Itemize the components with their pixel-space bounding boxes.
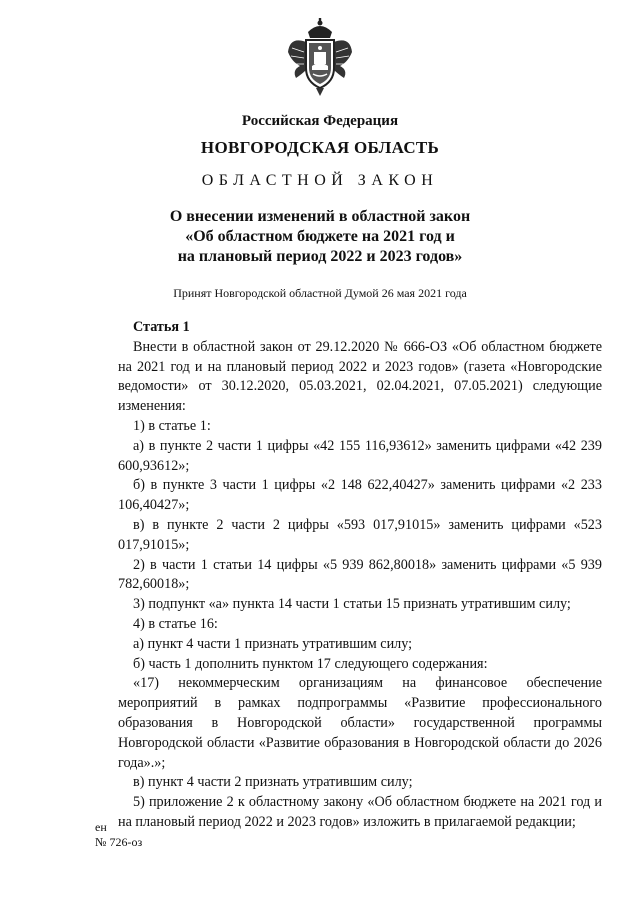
country-name: Российская Федерация: [241, 113, 399, 129]
article-paragraph: Внести в областной закон от 29.12.2020 № 666-ОЗ «Об областном бюджете на 2021 год и на плановый период 2022 и 2023 годов» (газета «Новгородские ведомости» от 30.12.2020, 05.03.2021, 02.04.2021, 07.05.2021) следующие изменения:: [118, 338, 602, 415]
article-paragraph: б) часть 1 дополнить пунктом 17 следующего содержания:: [133, 655, 488, 672]
article-paragraph: б) в пункте 3 части 1 цифры «2 148 622,40427» заменить цифрами «2 233 106,40427»;: [118, 477, 602, 514]
article-paragraph: в) пункт 4 части 2 признать утратившим силу;: [133, 774, 413, 791]
region-name: НОВГОРОДСКАЯ ОБЛАСТЬ: [200, 138, 440, 157]
law-title-line: «Об областном бюджете на 2021 год и: [185, 228, 455, 245]
law-title-line: на плановый период 2022 и 2023 годов»: [177, 248, 463, 265]
article-paragraph: 4) в статье 16:: [133, 615, 218, 632]
article-paragraph: 2) в части 1 статьи 14 цифры «5 939 862,80018» заменить цифрами «5 939 782,60018»;: [118, 556, 602, 593]
article-paragraph: 3) подпункт «а» пункта 14 части 1 статьи 15 признать утратившим силу;: [133, 596, 571, 613]
article-paragraph: 5) приложение 2 к областному закону «Об областном бюджете на 2021 год и на плановый период 2022 и 2023 годов» изложить в прилагаемой редакции;: [118, 794, 602, 830]
adoption-note: Принят Новгородской областной Думой 26 мая 2021 года: [173, 286, 467, 300]
law-title-line: О внесении изменений в областной закон: [169, 208, 471, 225]
article-body: [118, 318, 602, 833]
coat-of-arms-emblem: [286, 18, 354, 98]
document-type: ОБЛАСТНОЙ ЗАКОН: [201, 172, 439, 189]
executor-initials: ен: [95, 820, 107, 834]
article-paragraph: 1) в статье 1:: [133, 417, 211, 434]
article-paragraph: «17) некоммерческим организациям на финансовое обеспечение мероприятий в рамках подпрограммы «Развитие профессионального образования в Новгородской области» государственной программы Новгородской области «Развитие образования в Новгородской области до 2026 года».»;: [118, 675, 602, 771]
article-paragraph: в) в пункте 2 части 2 цифры «593 017,91015» заменить цифрами «523 017,91015»;: [118, 516, 602, 553]
document-number: № 726-оз: [95, 835, 143, 849]
article-paragraph: а) в пункте 2 части 1 цифры «42 155 116,93612» заменить цифрами «42 239 600,93612»;: [118, 437, 602, 474]
document-footer: [95, 820, 142, 850]
article-paragraph: а) пункт 4 части 1 признать утратившим силу;: [133, 635, 413, 652]
law-title: [0, 207, 640, 267]
article-heading: Статья 1: [133, 319, 190, 335]
